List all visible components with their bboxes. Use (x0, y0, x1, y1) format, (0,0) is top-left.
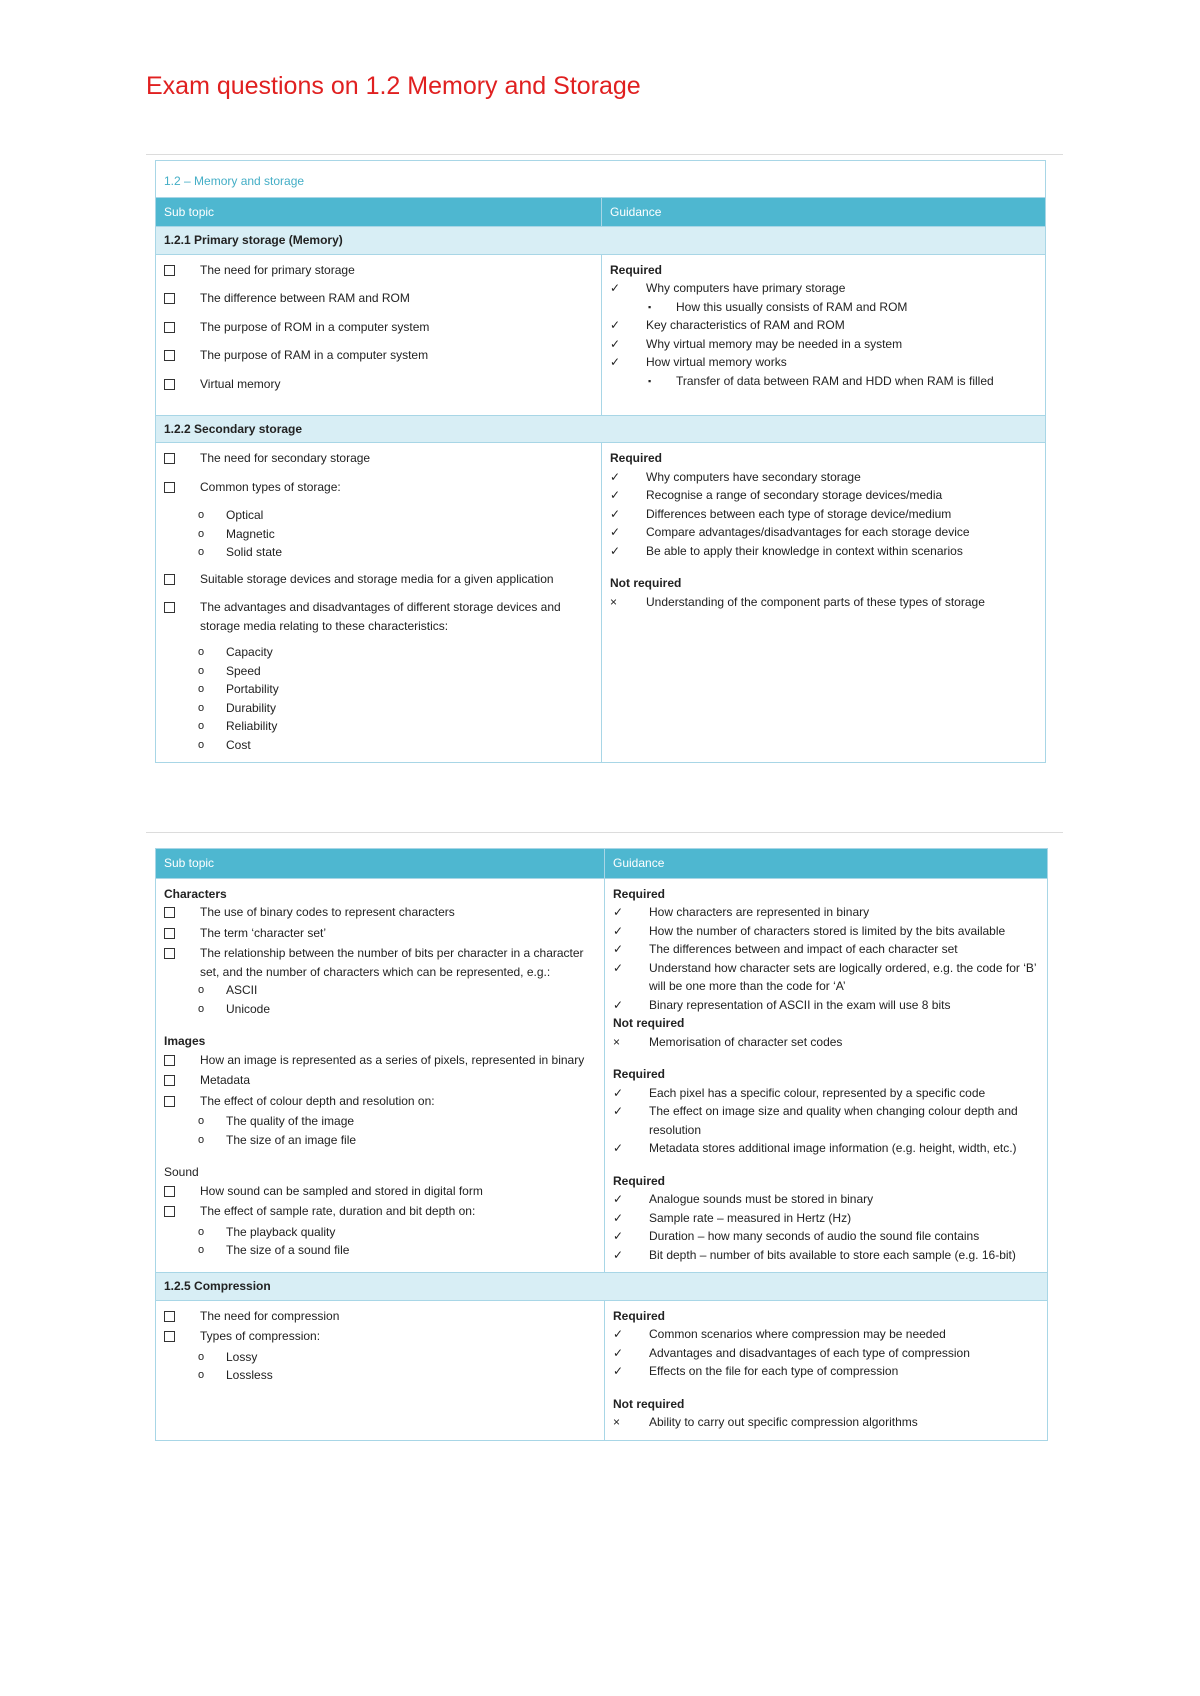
list-item: Types of compression: (164, 1327, 596, 1348)
list-item: ✓ Key characteristics of RAM and ROM (610, 316, 1037, 335)
required-label: Required (610, 262, 663, 277)
guidance-cell-secondary (602, 443, 1046, 763)
bullet-icon: ▪ (648, 375, 652, 386)
list-item: Suitable storage devices and storage media for a given application (164, 570, 593, 591)
tick-icon: ✓ (613, 1210, 624, 1225)
list-item: How sound can be sampled and stored in digital form (164, 1182, 596, 1203)
tick-icon: ✓ (610, 469, 621, 484)
tick-icon: ✓ (610, 543, 621, 558)
required-label: Required (613, 1173, 666, 1188)
subtopic-cell-primary (156, 254, 602, 415)
list-item: × Understanding of the component parts of these types of storage (610, 593, 1037, 612)
list-item: The use of binary codes to represent characters (164, 903, 596, 924)
list-item: o Speed (164, 662, 593, 681)
list-item: o Durability (164, 699, 593, 718)
tick-icon: ✓ (613, 1192, 624, 1206)
tick-icon: ✓ (613, 1141, 624, 1155)
list-item: Common types of storage: (164, 478, 593, 499)
list-item: The effect of colour depth and resolution on: (164, 1092, 596, 1113)
checkbox-icon (164, 1055, 175, 1066)
checkbox-icon (164, 1331, 175, 1342)
list-item: ✓ Effects on the file for each type of compression (613, 1362, 1039, 1381)
checkbox-icon (164, 1096, 175, 1107)
cross-icon: × (613, 1415, 621, 1429)
tick-icon: ✓ (613, 960, 624, 975)
spec-table-data-representation (155, 848, 1048, 1441)
circle-icon: o (198, 546, 205, 558)
tick-icon: ✓ (613, 1085, 624, 1100)
col-header-guidance: Guidance (605, 849, 1048, 879)
not-required-label: Not required (613, 1016, 685, 1030)
list-item: The advantages and disadvantages of different storage devices and storage media relating to these characteristics: (164, 598, 593, 635)
list-item: o Reliability (164, 717, 593, 736)
circle-icon: o (198, 509, 205, 521)
checkbox-icon (164, 907, 175, 918)
circle-icon: o (198, 1244, 205, 1256)
checkbox-icon (164, 453, 175, 464)
circle-icon: o (198, 1115, 205, 1127)
list-item: ✓ Compare advantages/disadvantages for each storage device (610, 523, 1037, 542)
list-item: ✓ Bit depth – number of bits available to store each sample (e.g. 16-bit) (613, 1246, 1039, 1265)
checkbox-icon (164, 482, 175, 493)
images-heading: Images (164, 1034, 206, 1048)
list-item: The purpose of RAM in a computer system (164, 346, 593, 367)
list-item: o Lossy (164, 1348, 596, 1367)
tick-icon: ✓ (610, 318, 621, 332)
guidance-cell-representation (605, 878, 1048, 1273)
list-item: o The size of a sound file (164, 1241, 596, 1260)
tick-icon: ✓ (613, 923, 624, 938)
divider (146, 832, 1063, 833)
checkbox-icon (164, 265, 175, 276)
tick-icon: ✓ (613, 997, 624, 1012)
checkbox-icon (164, 574, 175, 585)
list-item: ✓ Differences between each type of storage device/medium (610, 505, 1037, 524)
tick-icon: ✓ (610, 281, 621, 295)
list-item: o Unicode (164, 1000, 596, 1019)
col-header-subtopic: Sub topic (156, 849, 605, 879)
required-label: Required (613, 1067, 666, 1081)
list-item: ✓ Recognise a range of secondary storage devices/media (610, 486, 1037, 505)
list-item: The purpose of ROM in a computer system (164, 318, 593, 339)
required-label: Required (613, 1308, 666, 1323)
tick-icon: ✓ (613, 1229, 624, 1243)
table-caption: 1.2 – Memory and storage (156, 161, 1046, 198)
cross-icon: × (610, 594, 618, 609)
list-item: ✓ How virtual memory works (610, 353, 1037, 372)
list-item: ✓ Metadata stores additional image information (e.g. height, width, etc.) (613, 1139, 1039, 1158)
list-item: ✓ Why computers have primary storage (610, 279, 1037, 298)
subtopic-cell-compression (156, 1300, 605, 1440)
circle-icon: o (198, 664, 205, 677)
guidance-cell-compression (605, 1300, 1048, 1440)
checkbox-icon (164, 1311, 175, 1322)
list-item: ✓ Duration – how many seconds of audio the sound file contains (613, 1227, 1039, 1246)
checkbox-icon (164, 350, 175, 361)
col-header-subtopic: Sub topic (156, 197, 602, 227)
circle-icon: o (198, 720, 205, 732)
tick-icon: ✓ (610, 525, 621, 539)
list-item: o Cost (164, 736, 593, 755)
cross-icon: × (613, 1034, 621, 1049)
list-item: The effect of sample rate, duration and bit depth on: (164, 1202, 596, 1223)
list-item: The term ‘character set’ (164, 924, 596, 945)
circle-icon: o (198, 1002, 205, 1015)
list-item: o ASCII (164, 981, 596, 1000)
circle-icon: o (198, 984, 205, 996)
list-item: o The playback quality (164, 1223, 596, 1242)
tick-icon: ✓ (610, 336, 621, 351)
checkbox-icon (164, 322, 175, 333)
list-item: o The quality of the image (164, 1112, 596, 1131)
list-item: ✓ Each pixel has a specific colour, represented by a specific code (613, 1084, 1039, 1103)
list-item: How an image is represented as a series of pixels, represented in binary (164, 1051, 596, 1072)
list-item: The need for primary storage (164, 261, 593, 282)
not-required-label: Not required (613, 1396, 685, 1411)
tick-icon: ✓ (613, 1345, 624, 1360)
tick-icon: ✓ (613, 1327, 624, 1341)
sound-heading: Sound (164, 1165, 199, 1179)
list-item: The need for compression (164, 1307, 596, 1328)
section-heading-secondary-storage: 1.2.2 Secondary storage (156, 415, 1046, 443)
list-item: The need for secondary storage (164, 449, 593, 470)
circle-icon: o (198, 701, 205, 714)
list-item: ▪ How this usually consists of RAM and ROM (610, 298, 1037, 317)
tick-icon: ✓ (613, 905, 624, 919)
list-item: ✓ Analogue sounds must be stored in binary (613, 1190, 1039, 1209)
list-item: ✓ Sample rate – measured in Hertz (Hz) (613, 1209, 1039, 1228)
tick-icon: ✓ (610, 488, 621, 502)
list-item: × Memorisation of character set codes (613, 1033, 1039, 1052)
list-item: ✓ Advantages and disadvantages of each type of compression (613, 1344, 1039, 1363)
section-heading-compression: 1.2.5 Compression (156, 1273, 1048, 1301)
tick-icon: ✓ (613, 1364, 624, 1378)
page-title: Exam questions on 1.2 Memory and Storage (146, 72, 641, 100)
list-item: The difference between RAM and ROM (164, 289, 593, 310)
subtopic-cell-representation (156, 878, 605, 1273)
list-item: o Solid state (164, 543, 593, 562)
list-item: ✓ Common scenarios where compression may be needed (613, 1325, 1039, 1344)
tick-icon: ✓ (610, 506, 621, 521)
list-item: ▪ Transfer of data between RAM and HDD when RAM is filled (610, 372, 1037, 391)
list-item: o Optical (164, 506, 593, 525)
list-item: The relationship between the number of bits per character in a character set, and the number of characters which can be represented, e.g.: (164, 944, 596, 981)
list-item: × Ability to carry out specific compression algorithms (613, 1413, 1039, 1432)
list-item: ✓ Why computers have secondary storage (610, 468, 1037, 487)
tick-icon: ✓ (613, 1104, 624, 1118)
characters-heading: Characters (164, 886, 227, 901)
spec-table-memory-storage (155, 160, 1046, 763)
list-item: o Portability (164, 680, 593, 699)
not-required-label: Not required (610, 576, 682, 590)
list-item: ✓ Why virtual memory may be needed in a system (610, 335, 1037, 354)
tick-icon: ✓ (613, 1247, 624, 1262)
checkbox-icon (164, 293, 175, 304)
col-header-guidance: Guidance (602, 197, 1046, 227)
circle-icon: o (198, 738, 205, 751)
required-label: Required (610, 451, 663, 465)
circle-icon: o (198, 1369, 205, 1381)
checkbox-icon (164, 928, 175, 939)
list-item: ✓ How the number of characters stored is limited by the bits available (613, 922, 1039, 941)
circle-icon: o (198, 1133, 205, 1146)
list-item: ✓ The differences between and impact of each character set (613, 940, 1039, 959)
circle-icon: o (198, 1350, 205, 1363)
list-item: Metadata (164, 1071, 596, 1092)
list-item: Virtual memory (164, 375, 593, 396)
list-item: ✓ The effect on image size and quality when changing colour depth and resolution (613, 1104, 1018, 1137)
checkbox-icon (164, 948, 175, 959)
list-item: ✓ Be able to apply their knowledge in context within scenarios (610, 542, 1037, 561)
circle-icon: o (198, 527, 205, 540)
bullet-icon: ▪ (648, 301, 652, 312)
circle-icon: o (198, 1225, 205, 1238)
list-item: o The size of an image file (164, 1131, 596, 1150)
list-item: o Magnetic (164, 525, 593, 544)
checkbox-icon (164, 379, 175, 390)
list-item: o Capacity (164, 643, 593, 662)
list-item: ✓ Understand how character sets are logically ordered, e.g. the code for ‘B’ will be one more than the code for ‘A’ (613, 960, 1037, 993)
list-item: ✓ Binary representation of ASCII in the exam will use 8 bits (613, 996, 1039, 1015)
divider (146, 154, 1063, 155)
list-item: o Lossless (164, 1366, 596, 1385)
checkbox-icon (164, 1186, 175, 1197)
tick-icon: ✓ (613, 942, 624, 956)
checkbox-icon (164, 1075, 175, 1086)
subtopic-cell-secondary (156, 443, 602, 763)
required-label: Required (613, 886, 666, 901)
section-heading-primary-storage: 1.2.1 Primary storage (Memory) (156, 227, 1046, 255)
circle-icon: o (198, 683, 205, 695)
tick-icon: ✓ (610, 355, 621, 369)
circle-icon: o (198, 646, 205, 658)
checkbox-icon (164, 602, 175, 613)
list-item: ✓ How characters are represented in binary (613, 903, 1039, 922)
guidance-cell-primary (602, 254, 1046, 415)
checkbox-icon (164, 1206, 175, 1217)
